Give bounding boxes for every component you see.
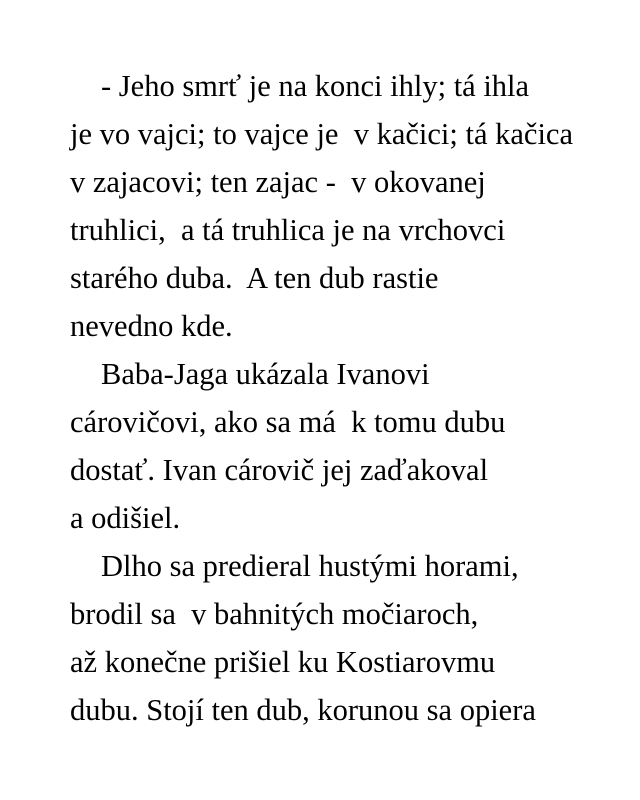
- story-text: [70, 62, 630, 734]
- text-line: až konečne prišiel ku Kostiarovmu: [70, 645, 496, 679]
- text-line: brodil sa v bahnitých močiaroch,: [70, 597, 479, 631]
- text-line: cárovičovi, ako sa má k tomu dubu: [70, 405, 506, 439]
- text-line: dubu. Stojí ten dub, korunou sa opiera: [70, 693, 536, 727]
- text-line: truhlici, a tá truhlica je na vrchovci: [70, 213, 506, 247]
- text-line: v zajacovi; ten zajac - v okovanej: [70, 165, 486, 199]
- text-line: Dlho sa predieral hustými horami,: [101, 549, 519, 583]
- text-line: - Jeho smrť je na konci ihly; tá ihla: [101, 69, 530, 103]
- text-line: dostať. Ivan cárovič jej zaďakoval: [70, 453, 489, 487]
- text-line: Baba-Jaga ukázala Ivanovi: [101, 357, 430, 391]
- text-line: nevedno kde.: [70, 309, 233, 343]
- text-line: je vo vajci; to vajce je v kačici; tá kačica: [70, 117, 573, 151]
- text-line: starého duba. A ten dub rastie: [70, 261, 439, 295]
- text-line: a odišiel.: [70, 501, 181, 535]
